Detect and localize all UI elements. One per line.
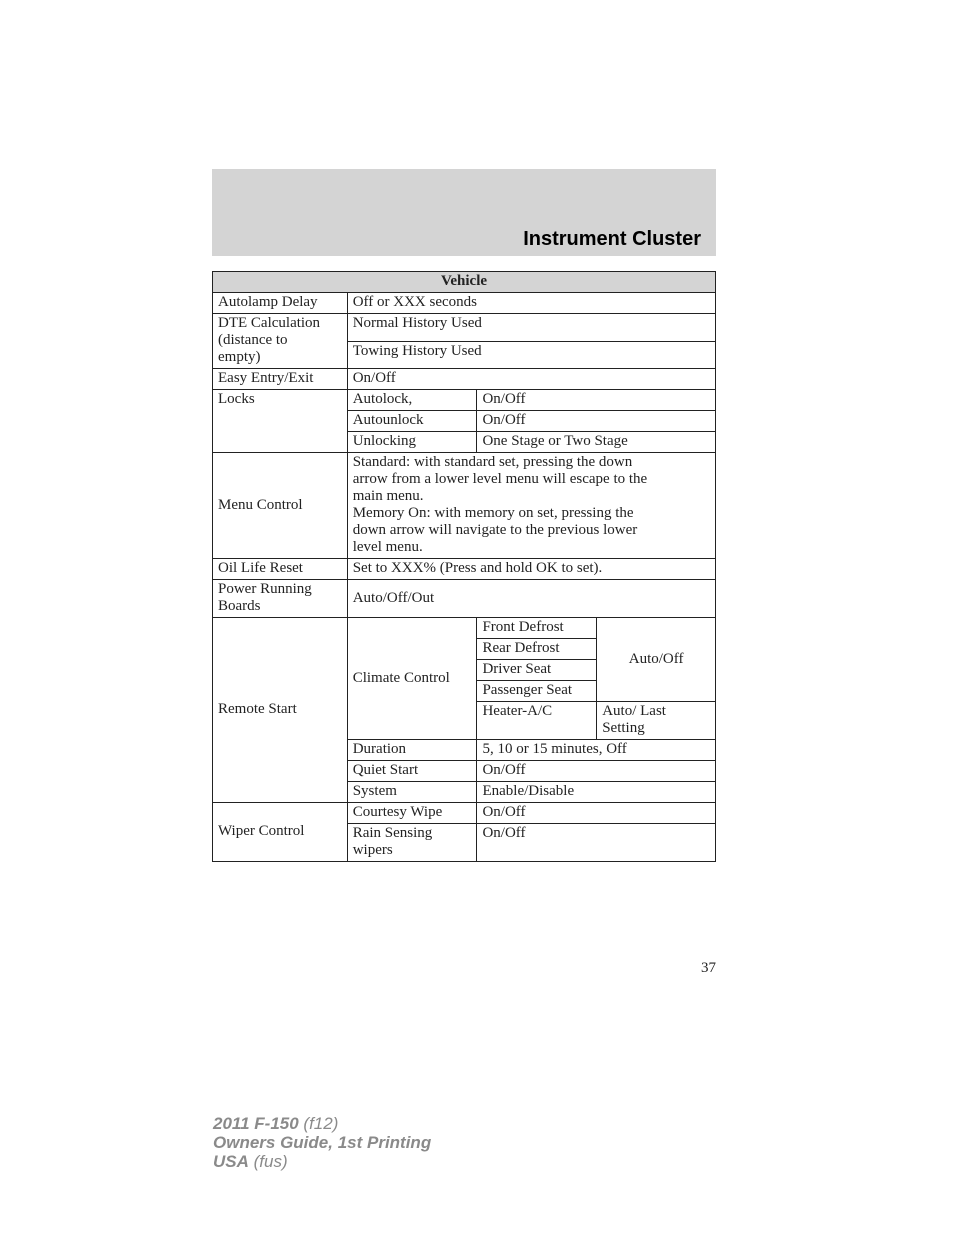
section-header-band — [212, 169, 716, 256]
setting-label: Easy Entry/Exit — [213, 369, 348, 390]
setting-option: Climate Control — [347, 618, 477, 740]
setting-label: Remote Start — [213, 618, 348, 803]
setting-value: On/Off — [477, 390, 716, 411]
footer-line-market — [213, 1152, 431, 1171]
setting-option: Courtesy Wipe — [347, 803, 477, 824]
setting-option: Unlocking — [347, 432, 477, 453]
setting-option: Duration — [347, 740, 477, 761]
table-row — [213, 618, 716, 639]
climate-item: Front Defrost — [477, 618, 597, 639]
setting-label: Locks — [213, 390, 348, 453]
page-number: 37 — [701, 960, 716, 976]
table-row — [213, 314, 716, 342]
setting-label: Power Running Boards — [213, 580, 348, 618]
setting-option: Autounlock — [347, 411, 477, 432]
table-row — [213, 369, 716, 390]
setting-value: 5, 10 or 15 minutes, Off — [477, 740, 716, 761]
setting-label: Oil Life Reset — [213, 559, 348, 580]
table-row — [213, 453, 716, 559]
vehicle-settings-table — [212, 271, 716, 862]
setting-value: Normal History Used — [347, 314, 715, 342]
setting-value: Set to XXX% (Press and hold OK to set). — [347, 559, 715, 580]
footer-model: 2011 F-150 — [213, 1114, 299, 1133]
footer-model-code: (f12) — [298, 1114, 339, 1133]
climate-item: Driver Seat — [477, 660, 597, 681]
setting-label: Menu Control — [213, 453, 348, 559]
footer — [213, 1114, 431, 1171]
footer-line-model — [213, 1114, 431, 1133]
setting-value: Towing History Used — [347, 341, 715, 369]
setting-value: Auto/Off/Out — [347, 580, 715, 618]
setting-value: On/Off — [347, 369, 715, 390]
setting-option: Quiet Start — [347, 761, 477, 782]
climate-item: Rear Defrost — [477, 639, 597, 660]
setting-value: On/Off — [477, 761, 716, 782]
setting-option: Rain Sensing wipers — [347, 824, 477, 862]
setting-value: Standard: with standard set, pressing the down arrow from a lower level menu will escape to the main menu. Memory On: with memory on set, pressing the down arrow will navigate to the previous lower level menu. — [347, 453, 715, 559]
climate-item: Passenger Seat — [477, 681, 597, 702]
table-row — [213, 803, 716, 824]
setting-value: Enable/Disable — [477, 782, 716, 803]
setting-label: Autolamp Delay — [213, 293, 348, 314]
table-row — [213, 559, 716, 580]
setting-label: Wiper Control — [213, 803, 348, 862]
table-row — [213, 390, 716, 411]
table-header-row — [213, 272, 716, 293]
setting-value: Auto/Off — [597, 618, 716, 702]
setting-label: DTE Calculation (distance to empty) — [213, 314, 348, 369]
table-title: Vehicle — [213, 272, 716, 293]
setting-value: Off or XXX seconds — [347, 293, 715, 314]
footer-market: USA — [213, 1152, 249, 1171]
footer-market-code: (fus) — [248, 1152, 288, 1171]
setting-option: System — [347, 782, 477, 803]
table-row — [213, 293, 716, 314]
setting-value: One Stage or Two Stage — [477, 432, 716, 453]
setting-option: Autolock, — [347, 390, 477, 411]
setting-value: Auto/ Last Setting — [597, 702, 716, 740]
footer-guide: Owners Guide, 1st Printing — [213, 1133, 432, 1152]
section-title: Instrument Cluster — [523, 228, 701, 250]
climate-item: Heater-A/C — [477, 702, 597, 740]
setting-value: On/Off — [477, 824, 716, 862]
setting-value: On/Off — [477, 803, 716, 824]
setting-value: On/Off — [477, 411, 716, 432]
table-row — [213, 580, 716, 618]
